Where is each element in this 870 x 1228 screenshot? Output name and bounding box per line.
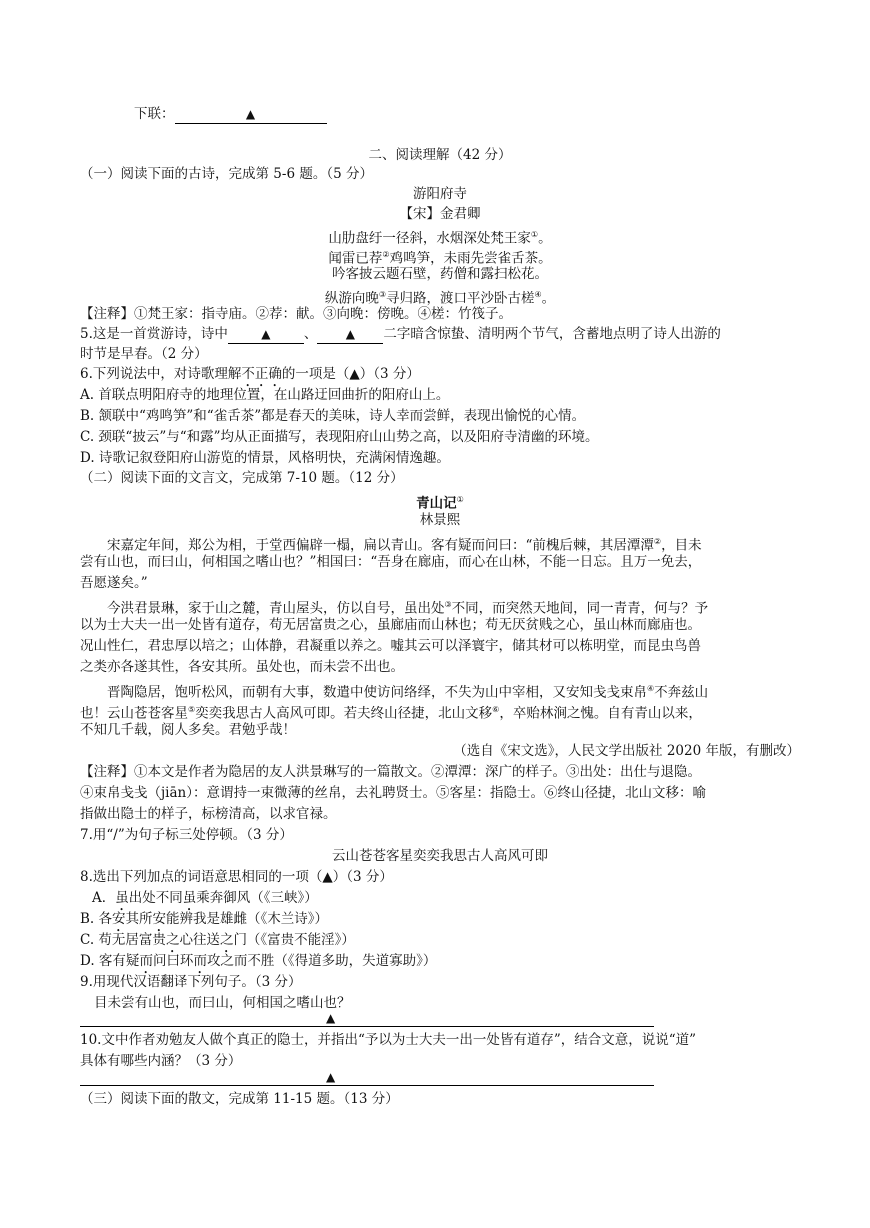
question-8: 8.选出下列加点的词语意思相同的一项（▲）（3 分） [80, 869, 393, 885]
essay-source: （选自《宋文选》，人民文学出版社 2020 年版，有删改） [453, 743, 800, 759]
q6-option-d: D. 诗歌记叙登阳府山游览的情景，风格明快，充满闲情逸趣。 [80, 450, 450, 466]
q8c-text-2: 往送 [192, 932, 220, 948]
q8c-text: 心 [179, 932, 193, 948]
q8b-dotted-2: 安 [152, 911, 167, 927]
q9-sentence: 目未尝有山也，而曰山，何相国之嗜山也？ [94, 995, 351, 1011]
q10-triangle-mark: ▲ [326, 1070, 336, 1084]
paragraph-1-line-3: 吾愿遂矣。” [80, 575, 148, 591]
paragraph-1-line-2: 尝有山也，而曰山，何相国之嗜山也？”相国曰：“吾身在廊庙，而心在山林，不能一日忘。且万一免去， [80, 554, 702, 570]
triangle-mark: ▲ [345, 327, 355, 341]
poem-line-2-text-a: 闻雷已荐 [328, 250, 383, 267]
essay-notes-1: 【注释】①本文是作者为隐居的友人洪景琳写的一篇散文。②潭潭：深广的样子。③出处：出仕与退隐。 [80, 764, 701, 780]
q8c-text-3: 门（《富贵不能淫》） [233, 932, 355, 948]
essay-author: 林景熙 [419, 512, 461, 528]
q9-triangle-mark: ▲ [326, 1011, 336, 1025]
q8a-text: 出处不同 [128, 890, 183, 906]
q8c-dotted-2: 之 [219, 932, 234, 948]
part1-intro: （一）阅读下面的古诗，完成第 5-6 题。（5 分） [80, 166, 373, 182]
q8c-label: C. 苟无居富贵 [80, 932, 166, 948]
q6-text-post: 的一项是（▲）（3 分） [281, 366, 420, 382]
q8b-text-2: 能辨我是雄雌（《木兰诗》） [166, 911, 329, 927]
triangle-mark: ▲ [245, 107, 256, 121]
couplet-line [134, 104, 854, 125]
p3-text-b: 不奔兹山 [654, 684, 709, 701]
p3-text-d: 奕奕我思古人高风可即。若夫终山径捷，北山文移 [195, 705, 493, 722]
poem-line-1: 山肋盘纡一径斜，水烟深处梵王家①。 [328, 230, 552, 247]
footnote-marker: ③ [444, 600, 452, 609]
q5-text-b: 二字暗含惊蛰、清明两个节气，含蓄地点明了诗人出游的 [383, 326, 721, 342]
footnote-marker: ② [382, 250, 390, 259]
q6-option-b: B. 颔联中“鸡鸣笋”和“雀舌茶”都是春天的美味，诗人幸而尝鲜，表现出愉悦的心情。 [80, 408, 586, 424]
q6-option-a: A. 首联点明阳府寺的地理位置，在山路迂回曲折的阳府山上。 [80, 387, 450, 403]
essay-notes-3: 指做出隐士的样子，标榜清高，以求官禄。 [80, 806, 337, 822]
p2-text-a: 今洪君景琳，家于山之麓，青山屋头，仿以自号，虽出处 [107, 600, 445, 617]
q8d-text-2: 曰环 [166, 953, 194, 969]
q8a-dotted-2: 虽 [182, 890, 197, 906]
poem-line-4-end: 。 [541, 290, 556, 307]
poem-line-3: 吟客披云题石壁，药僧和露扫松花。 [332, 266, 548, 282]
question-10-cont: 具体有哪些内涵？（3 分） [80, 1053, 242, 1069]
part2-intro: （二）阅读下面的文言文，完成第 7-10 题。（12 分） [80, 470, 404, 486]
q8a-dotted-1: 虽 [115, 890, 129, 906]
couplet-label: 下联： [134, 106, 175, 122]
poem-line-4-text-b: 寻归路，渡口平沙卧古槎 [386, 290, 535, 307]
essay-title-text: 青山记 [416, 495, 457, 512]
footnote-marker: ④ [534, 290, 542, 299]
question-7: 7.用“/”为句子标三处停顿。（3 分） [80, 827, 293, 843]
paragraph-2-line-3: 况山性仁，君忠厚以培之；山体静，君凝重以养之。嘘其云可以泽寰宇，储其材可以栋明堂，而昆虫鸟兽 [80, 638, 701, 654]
footnote-marker: ① [456, 495, 464, 504]
q8a-label: A． [92, 890, 116, 906]
poem-notes: 【注释】①梵王家：指寺庙。②荐：献。③向晚：傍晚。④槎：竹筏子。 [80, 306, 512, 322]
poem-author: 【宋】金君卿 [399, 206, 481, 222]
q5-separator: 、 [303, 326, 318, 342]
couplet-answer-blank[interactable] [175, 106, 327, 124]
q8b-dotted-1: 安 [112, 911, 126, 927]
q8d-label: D. 客有疑 [80, 953, 140, 969]
paragraph-2-line-4: 之类亦各遂其性，各安其所。虽处也，而未尝不出也。 [80, 659, 404, 675]
p1-text-a: 宋嘉定年间，郑公为相，于堂西偏辟一榻，扁以青山。客有疑而问曰：“前槐后棘，其居潭潭 [107, 537, 654, 554]
q7-sentence: 云山苍苍客星奕奕我思古人高风可即 [332, 848, 548, 864]
triangle-mark: ▲ [261, 327, 271, 341]
poem-line-1-text: 山肋盘纡一径斜，水烟深处梵王家 [328, 230, 531, 247]
section-title: 二、阅读理解（42 分） [368, 147, 512, 163]
q6-dotted-text: 不正确 [241, 366, 282, 382]
question-5 [80, 324, 800, 345]
p1-text-b: ，目未 [661, 537, 702, 554]
question-9: 9.用现代汉语翻译下列句子。（3 分） [80, 974, 302, 990]
question-5-cont: 时节是早春。（2 分） [80, 346, 208, 362]
paragraph-2-line-2: 以为士大夫一出一处皆有道存，苟无居富贵之心，虽廊庙而山林也；苟无厌贫贱之心，虽山林而廊庙也。 [80, 617, 701, 633]
q8c-dotted-1: 之 [165, 932, 180, 948]
footnote-marker: ③ [378, 290, 386, 299]
p3-text-c: 也！云山苍苍客星 [80, 705, 188, 722]
q8b-text: 其所 [125, 911, 153, 927]
q5-text-a: 5.这是一首赏游诗，诗中 [80, 326, 228, 342]
q5-blank-2[interactable] [317, 326, 383, 344]
footnote-marker: ⑥ [492, 705, 500, 714]
q8d-dotted-2: 而 [193, 953, 207, 969]
q6-option-c: C. 颈联“披云”与“和露”均从正面描写，表现阳府山山势之高，以及阳府寺清幽的环境。 [80, 429, 599, 445]
footnote-marker: ① [530, 230, 539, 239]
p2-text-b: 不同，而突然天地间，同一青青，何与？予 [451, 600, 709, 617]
q8a-text-2: 乘奔御风（《三峡》） [196, 890, 318, 906]
essay-notes-2: ④束帛戋戋（jiān）：意谓持一束微薄的丝帛，去礼聘贤士。⑤客星：指隐士。⑥终山径捷，北山文移：喻 [80, 785, 706, 801]
footnote-marker: ② [653, 537, 662, 546]
part3-intro: （三）阅读下面的散文，完成第 11-15 题。（13 分） [80, 1091, 399, 1107]
q8d-text-3: 攻之而不胜（《得道多助，失道寡助》） [206, 953, 437, 969]
q8b-label: B. 各 [80, 911, 113, 927]
q10-answer-line[interactable] [80, 1085, 654, 1086]
footnote-marker: ⑤ [188, 705, 196, 714]
p3-text-a: 晋陶隐居，饱听松风，而朝有大事，数遣中使访问络绎，不失为山中宰相，又安知戋戋束帛 [107, 684, 647, 701]
footnote-marker: ④ [647, 684, 655, 693]
p3-text-e: ，卒贻林涧之愧。自有青山以来， [499, 705, 702, 722]
q8d-dotted-1: 而 [139, 953, 153, 969]
q8d-text: 问 [152, 953, 167, 969]
q5-blank-1[interactable] [228, 326, 304, 344]
q9-answer-line[interactable] [80, 1026, 654, 1027]
poem-line-4-text-a: 纵游向晚 [324, 290, 379, 307]
poem-line-2-text-b: 鸡鸣笋，未雨先尝雀舌茶。 [389, 250, 552, 267]
paragraph-3-line-3: 不知几千载，阅人多矣。君勉乎哉！ [80, 722, 296, 738]
q6-text-pre: 6.下列说法中，对诗歌理解 [80, 366, 242, 382]
poem-title: 游阳府寺 [413, 186, 467, 202]
question-10: 10.文中作者劝勉友人做个真正的隐士，并指出“予以为士大夫一出一处皆有道存”，结合文意，说说“道” [80, 1032, 697, 1048]
